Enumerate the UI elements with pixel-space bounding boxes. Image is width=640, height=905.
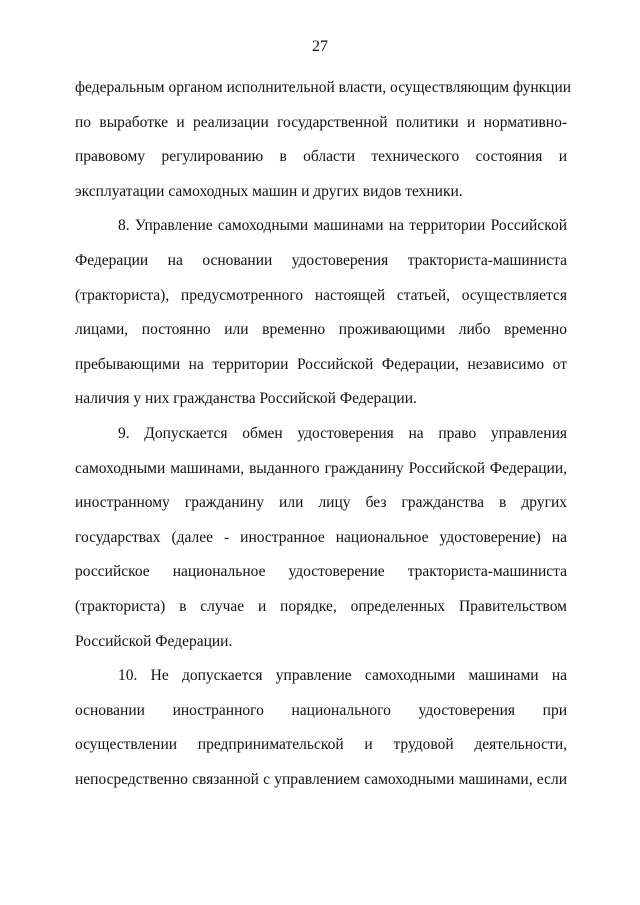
text-line: российское национальное удостоверение тракториста-машиниста (75, 563, 567, 580)
text-line: осуществлении предпринимательской и трудовой деятельности, (75, 736, 567, 753)
text-line: эксплуатации самоходных машин и других видов техники. (75, 183, 463, 200)
text-line: иностранному гражданину или лицу без гражданства в других (75, 494, 567, 511)
paragraph-8-first-line: 8. Управление самоходными машинами на территории Российской (118, 217, 567, 234)
text-line: по выработке и реализации государственной политики и нормативно- (75, 114, 567, 131)
text-line: непосредственно связанной с управлением самоходными машинами, если (75, 771, 567, 788)
page-number: 27 (312, 38, 328, 55)
text-line: Федерации на основании удостоверения тракториста-машиниста (75, 252, 567, 269)
text-line: самоходными машинами, выданного гражданину Российской Федерации, (75, 460, 567, 477)
text-line: Российской Федерации. (75, 633, 233, 650)
text-line: федеральным органом исполнительной власти, осуществляющим функции (75, 79, 572, 96)
text-line: основании иностранного национального удостоверения при (75, 702, 567, 719)
paragraph-9-first-line: 9. Допускается обмен удостоверения на право управления (118, 425, 567, 442)
text-line: пребывающими на территории Российской Федерации, независимо от (75, 356, 567, 373)
text-line: (тракториста) в случае и порядке, определенных Правительством (75, 598, 567, 615)
text-line: правовому регулированию в области технического состояния и (75, 148, 567, 165)
text-line: (тракториста), предусмотренного настоящей статьей, осуществляется (75, 287, 567, 304)
text-line: наличия у них гражданства Российской Федерации. (75, 390, 417, 407)
text-line: государствах (далее - иностранное национальное удостоверение) на (75, 529, 567, 546)
paragraph-10-first-line: 10. Не допускается управление самоходными машинами на (118, 667, 567, 684)
text-line: лицами, постоянно или временно проживающими либо временно (75, 321, 567, 338)
